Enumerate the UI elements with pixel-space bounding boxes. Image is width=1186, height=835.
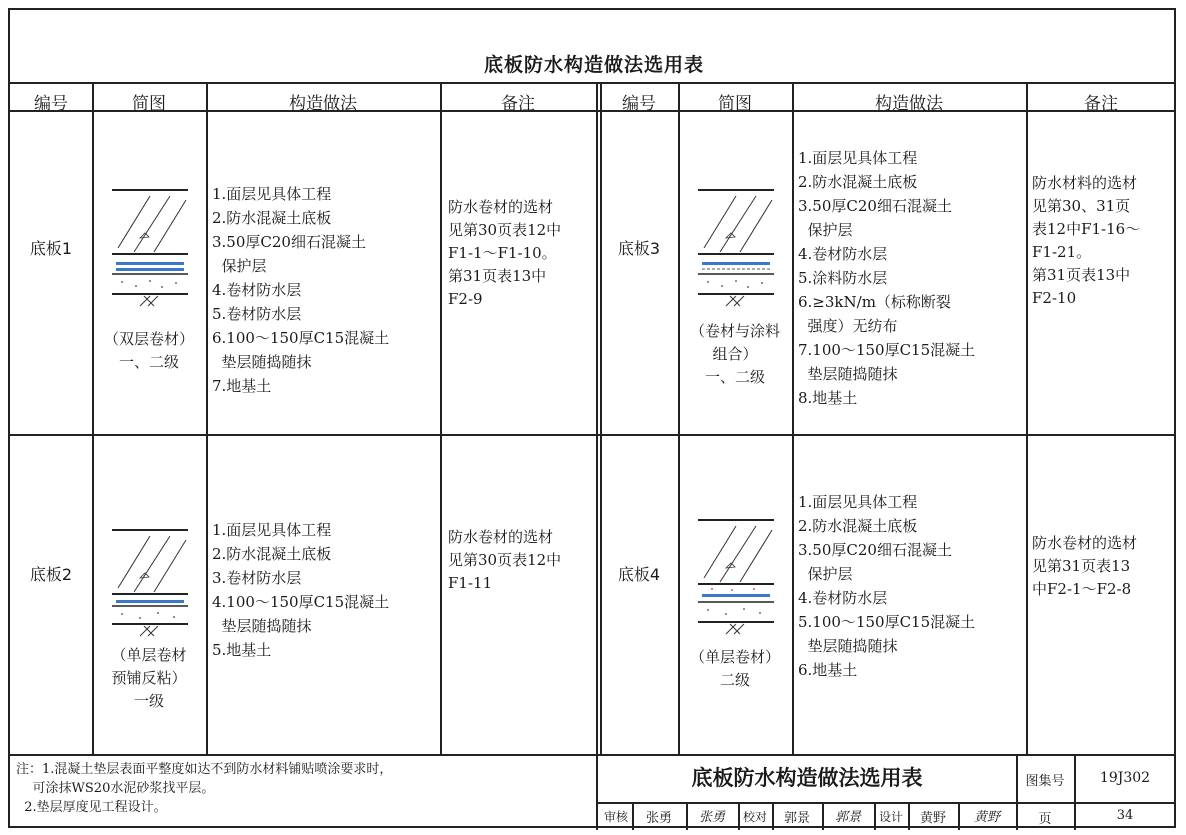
rule-center-b [600,82,602,754]
method-step: 保护层 [798,221,853,239]
method-step: 2.防水混凝土底板 [212,545,332,563]
row-code: 底板4 [617,565,661,584]
check-label: 校对 [742,810,767,824]
method-step: 3.50厚C20细石混凝土 [798,197,952,215]
page-label: 页 [1038,812,1052,827]
method-step: 6.≥3kN/m（标称断裂 [798,293,951,311]
section-sketch-icon [110,182,190,312]
method-step: 1.面层见具体工程 [798,149,918,167]
method-step: 1.面层见具体工程 [212,185,332,203]
method-steps [798,490,975,682]
rule-title-bottom [10,82,1176,84]
method-step: 垫层随捣随抹 [212,353,312,371]
rule-right-col2 [792,82,794,754]
method-step: 5.卷材防水层 [212,305,302,323]
method-step: 5.涂料防水层 [798,269,888,287]
header-sketch-right: 简图 [718,94,752,114]
checker-name: 郭景 [783,811,810,826]
section-sketch-icon [696,512,776,642]
rule-row-split [10,434,1176,436]
method-step: 8.地基土 [798,389,858,407]
method-step: 7.100～150厚C15混凝土 [798,341,976,359]
remark-text: 防水卷材的选材 见第30页表12中 F1-11 [448,528,562,592]
method-step: 5.100～150厚C15混凝土 [798,613,976,631]
method-step: 1.面层见具体工程 [212,521,332,539]
rule-center-a [596,82,598,830]
remark-text: 防水卷材的选材 见第30页表12中 F1-1～F1-10。 第31页表13中 F2-9 [448,198,562,308]
method-step: 保护层 [212,257,267,275]
checker-signature: 郭景 [834,810,861,825]
section-sketch-icon [696,182,776,312]
review-label: 审核 [603,810,628,824]
titleblock-title: 底板防水构造做法选用表 [691,766,923,790]
method-steps [798,146,975,410]
method-step: 4.卷材防水层 [798,589,888,607]
sketch-caption: （单层卷材 预铺反粘） 一级 [111,646,187,710]
reviewer-name: 张勇 [645,811,672,826]
method-step: 2.防水混凝土底板 [212,209,332,227]
method-steps [212,182,389,398]
header-method-right: 构造做法 [875,94,943,114]
row-code: 底板2 [29,565,73,584]
sketch-caption: （双层卷材） 一、二级 [103,330,194,371]
method-step: 2.防水混凝土底板 [798,173,918,191]
sketch-caption: （单层卷材） 二级 [689,648,780,689]
header-code-right: 编号 [622,94,656,114]
header-remark-right: 备注 [1084,94,1118,114]
method-step: 2.防水混凝土底板 [798,517,918,535]
method-steps [212,518,389,662]
table-title: 底板防水构造做法选用表 [483,54,704,76]
method-step: 3.50厚C20细石混凝土 [212,233,366,251]
rule-right-col3 [1026,82,1028,754]
method-step: 4.卷材防水层 [798,245,888,263]
reviewer-signature: 张勇 [698,810,725,825]
method-step: 3.卷材防水层 [212,569,302,587]
rule-left-col2 [206,82,208,754]
method-step: 5.地基土 [212,641,272,659]
remark-text: 防水卷材的选材 见第31页表13 中F2-1～F2-8 [1032,534,1138,598]
rule-titleblock-mid [598,802,1176,804]
atlas-label: 图集号 [1025,774,1065,789]
header-remark-left: 备注 [501,94,535,114]
sketch-caption: （卷材与涂料 组合） 一、二级 [689,322,780,386]
designer-name: 黄野 [919,811,946,826]
method-step: 保护层 [798,565,853,583]
method-step: 1.面层见具体工程 [798,493,918,511]
method-step: 垫层随捣随抹 [798,365,898,383]
page-number: 34 [1116,808,1134,823]
designer-signature: 黄野 [973,810,1000,825]
rule-left-col3 [440,82,442,754]
method-step: 3.50厚C20细石混凝土 [798,541,952,559]
remark-text: 防水材料的选材 见第30、31页 表12中F1-16～ F1-21。 第31页表13中 F2-10 [1032,174,1141,307]
notes: 注：1.混凝土垫层表面平整度如达不到防水材料铺贴喷涂要求时， 可涂抹WS20水泥砂浆找平层。 2.垫层厚度见工程设计。 [16,762,393,815]
rule-body-bottom [10,754,1176,756]
method-step: 4.卷材防水层 [212,281,302,299]
row-code: 底板1 [29,239,73,258]
method-step: 4.100～150厚C15混凝土 [212,593,390,611]
atlas-number: 19J302 [1099,770,1151,786]
row-code: 底板3 [617,239,661,258]
method-step: 7.地基土 [212,377,272,395]
method-step: 垫层随捣随抹 [212,617,312,635]
method-step: 强度）无纺布 [798,317,898,335]
method-step: 垫层随捣随抹 [798,637,898,655]
header-sketch-left: 简图 [132,94,166,114]
header-code-left: 编号 [34,94,68,114]
header-method-left: 构造做法 [289,94,357,114]
drawing-frame [8,8,1176,828]
section-sketch-icon [110,522,190,642]
method-step: 6.100～150厚C15混凝土 [212,329,390,347]
design-label: 设计 [878,810,903,824]
method-step: 6.地基土 [798,661,858,679]
